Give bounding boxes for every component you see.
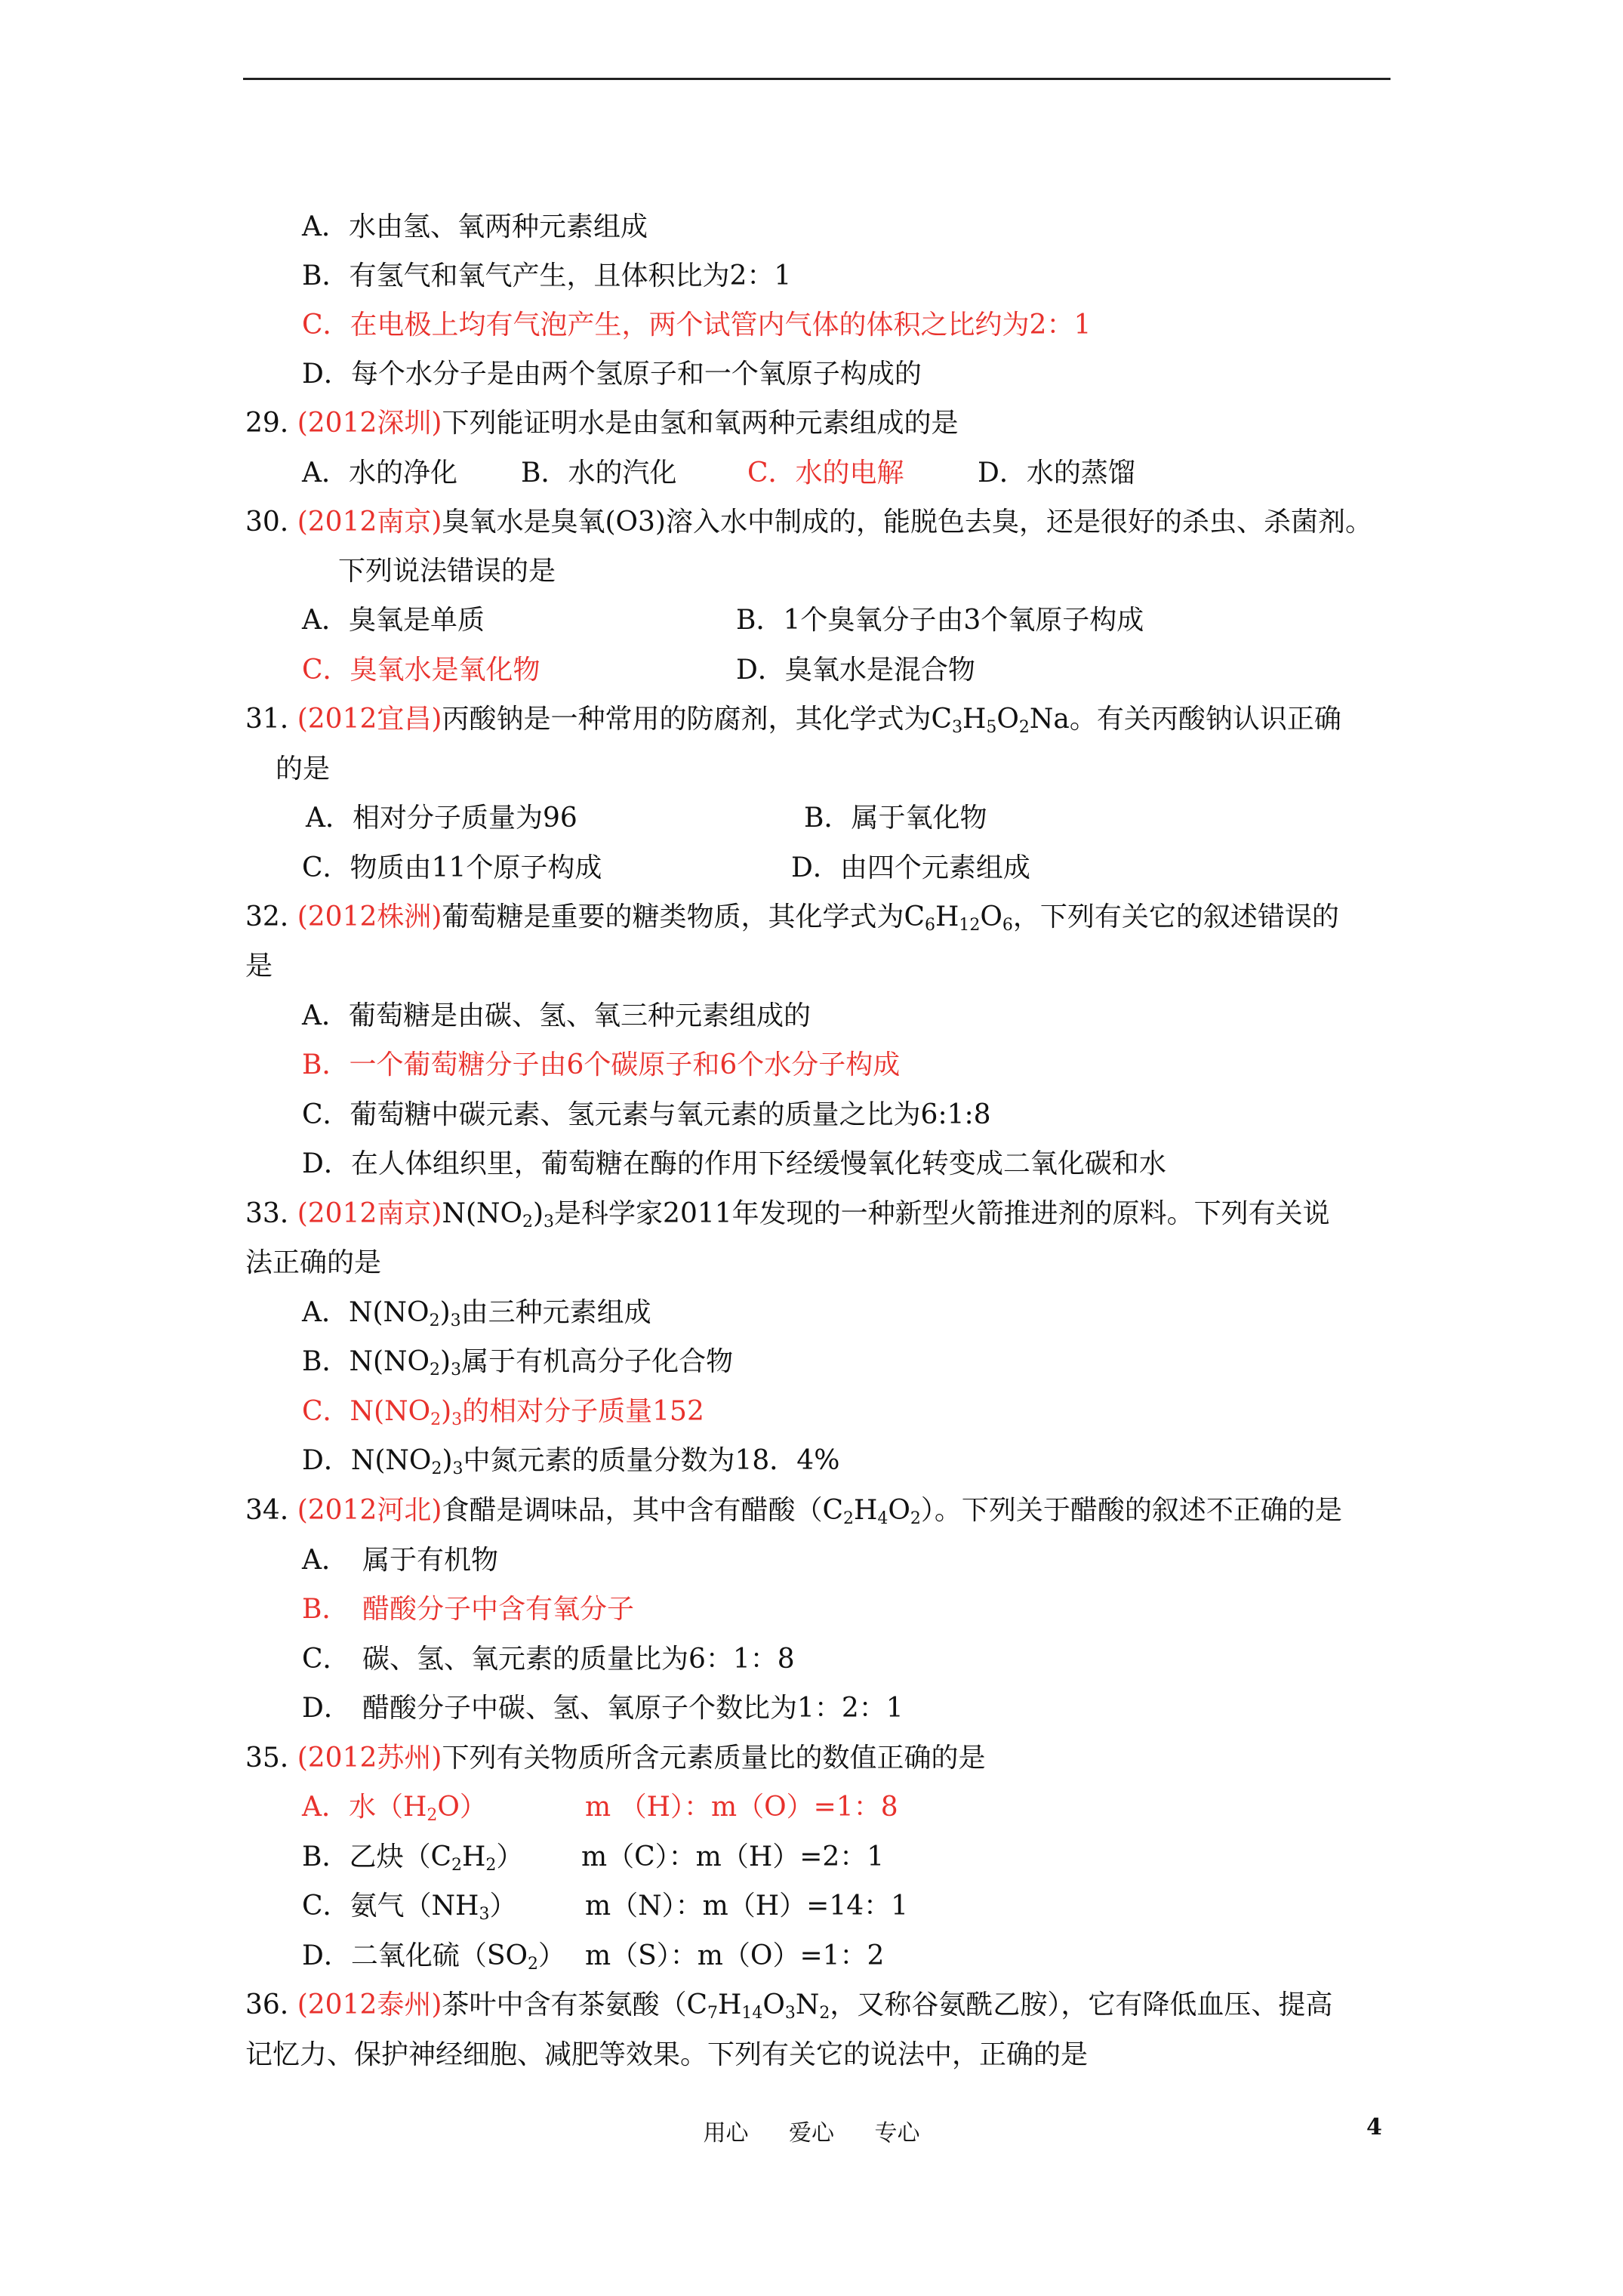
formula-subscript: 2 bbox=[430, 1361, 441, 1379]
option-label: B． bbox=[302, 1594, 350, 1625]
question-number: 30. bbox=[245, 507, 289, 538]
q29-option-c-answer: C．水的电解 bbox=[747, 458, 904, 488]
option-label: A． bbox=[302, 1545, 349, 1576]
q32-option-a: A．葡萄糖是由碳、氢、氧三种元素组成的 bbox=[302, 1000, 811, 1031]
question-stem-end: 是科学家2011年发现的一种新型火箭推进剂的原料。下列有关说 bbox=[554, 1198, 1330, 1229]
formula-rest: H bbox=[462, 1841, 486, 1872]
question-number: 35. bbox=[245, 1743, 289, 1774]
question-number: 33. bbox=[245, 1198, 289, 1229]
option-prefix: D．N(NO bbox=[302, 1445, 432, 1476]
footer-word: 爱心 bbox=[789, 2120, 834, 2147]
question-stem: 臭氧水是臭氧(O3)溶入水中制成的，能脱色去臭，还是很好的杀虫、杀菌剂。 bbox=[442, 507, 1372, 538]
question-stem-end: 。有关丙酸钠认识正确 bbox=[1069, 704, 1341, 735]
q32-option-b-answer: B．一个葡萄糖分子由6个碳原子和6个水分子构成 bbox=[302, 1049, 901, 1080]
q33-stem-continued: 法正确的是 bbox=[245, 1247, 382, 1278]
formula-subscript: 3 bbox=[951, 718, 962, 737]
question-source: (2012宜昌) bbox=[297, 704, 442, 735]
formula-subscript: 2 bbox=[819, 2004, 830, 2023]
option-substance: A．水（H bbox=[302, 1792, 427, 1823]
question-source: (2012南京) bbox=[297, 1198, 442, 1229]
formula-subscript: 3 bbox=[450, 1311, 461, 1330]
q31-stem-continued: 的是 bbox=[276, 754, 331, 784]
formula-subscript: 4 bbox=[877, 1509, 888, 1528]
formula-rest: ） bbox=[489, 1891, 517, 1922]
formula-subscript: 2 bbox=[451, 1856, 463, 1875]
q30-option-b: B．1个臭氧分子由3个氧原子构成 bbox=[736, 605, 1144, 636]
formula-subscript: 2 bbox=[427, 1806, 438, 1825]
formula-subscript: 3 bbox=[784, 2004, 796, 2023]
formula-element: ) bbox=[440, 1346, 451, 1377]
option-substance: C．氨气（NH bbox=[302, 1891, 479, 1922]
question-source: (2012苏州) bbox=[297, 1743, 442, 1774]
q28-option-d: D．每个水分子是由两个氢原子和一个氧原子构成的 bbox=[302, 359, 922, 390]
formula-subscript: 6 bbox=[924, 916, 935, 935]
formula-subscript: 2 bbox=[528, 1955, 539, 1974]
question-stem: 下列有关物质所含元素质量比的数值正确的是 bbox=[442, 1743, 986, 1774]
formula-rest: ） bbox=[538, 1940, 566, 1971]
formula-subscript: 2 bbox=[430, 1410, 442, 1429]
footer-word: 专心 bbox=[874, 2120, 920, 2147]
question-number: 32. bbox=[245, 901, 289, 932]
question-source: (2012株洲) bbox=[297, 901, 442, 932]
formula-subscript: 5 bbox=[986, 718, 997, 737]
header-rule bbox=[243, 78, 1390, 80]
formula-element: N bbox=[795, 1989, 820, 2020]
q28-option-c-answer: C．在电极上均有气泡产生，两个试管内气体的体积之比约为2：1 bbox=[302, 310, 1092, 341]
question-number: 34. bbox=[245, 1495, 289, 1526]
formula-subscript: 12 bbox=[959, 916, 981, 935]
q32-stem-continued: 是 bbox=[245, 951, 273, 982]
q32-option-d: D．在人体组织里，葡萄糖在酶的作用下经缓慢氧化转变成二氧化碳和水 bbox=[302, 1148, 1166, 1179]
q30-option-a: A．臭氧是单质 bbox=[302, 605, 485, 636]
question-source: (2012河北) bbox=[297, 1495, 442, 1526]
option-ratio: m （H）：m（O）=1：8 bbox=[585, 1792, 898, 1823]
option-ratio: m（C）：m（H）=2：1 bbox=[581, 1841, 885, 1872]
question-source: (2012泰州) bbox=[297, 1989, 442, 2020]
q33-option-d bbox=[302, 1444, 839, 1486]
formula-element: ) bbox=[533, 1198, 544, 1229]
option-ratio: m（S）：m（O）=1：2 bbox=[585, 1940, 885, 1971]
formula-element: H bbox=[717, 1989, 742, 2020]
question-stem: 葡萄糖是重要的糖类物质，其化学式为C bbox=[442, 901, 925, 932]
formula-element: O bbox=[762, 1989, 785, 2020]
formula-subscript: 3 bbox=[452, 1459, 463, 1478]
question-number: 29. bbox=[245, 408, 289, 439]
question-number: 31. bbox=[245, 704, 289, 735]
question-stem: 丙酸钠是一种常用的防腐剂，其化学式为C bbox=[442, 704, 952, 735]
question-34 bbox=[245, 1494, 1342, 1536]
question-31 bbox=[245, 703, 1341, 744]
q29-option-b: B．水的汽化 bbox=[521, 458, 677, 488]
option-prefix: B．N(NO bbox=[302, 1346, 430, 1377]
formula-element: H bbox=[853, 1495, 878, 1526]
q31-option-d: D．由四个元素组成 bbox=[791, 852, 1030, 883]
option-text: 醋酸分子中含有氧分子 bbox=[362, 1594, 635, 1625]
q31-option-b: B．属于氧化物 bbox=[804, 803, 987, 834]
formula-subscript: 3 bbox=[451, 1410, 463, 1429]
question-source: (2012南京) bbox=[297, 507, 442, 538]
formula-subscript: 2 bbox=[485, 1856, 497, 1875]
formula-subscript: 3 bbox=[451, 1361, 462, 1379]
formula-subscript: 2 bbox=[910, 1509, 921, 1528]
q30-option-c-answer: C．臭氧水是氧化物 bbox=[302, 655, 540, 686]
option-text: 中氮元素的质量分数为18．4% bbox=[463, 1445, 840, 1476]
question-source: (2012深圳) bbox=[297, 408, 442, 439]
formula-element: H bbox=[935, 901, 959, 932]
question-stem: N(NO bbox=[442, 1198, 522, 1229]
formula-subscript: 3 bbox=[479, 1905, 490, 1924]
formula-element: ) bbox=[441, 1396, 452, 1427]
formula-element: O bbox=[888, 1495, 910, 1526]
q29-option-a: A．水的净化 bbox=[302, 458, 457, 488]
formula-subscript: 14 bbox=[741, 2004, 763, 2023]
question-stem-end: ，下列有关它的叙述错误的 bbox=[1012, 901, 1339, 932]
formula-rest: ） bbox=[496, 1841, 524, 1872]
formula-subscript: 2 bbox=[522, 1213, 533, 1231]
formula-element: Na bbox=[1029, 704, 1070, 735]
option-substance: D．二氧化硫（SO bbox=[302, 1940, 528, 1971]
q30-stem-continued: 下列说法错误的是 bbox=[338, 556, 556, 587]
question-36 bbox=[245, 1989, 1332, 2030]
question-35 bbox=[245, 1742, 985, 1775]
option-ratio: m（N）：m（H）=14：1 bbox=[585, 1891, 909, 1922]
option-prefix: C．N(NO bbox=[302, 1396, 431, 1427]
question-stem: 食醋是调味品，其中含有醋酸（C bbox=[442, 1495, 843, 1526]
option-substance: B．乙炔（C bbox=[302, 1841, 452, 1872]
page-number: 4 bbox=[1366, 2114, 1382, 2140]
question-29 bbox=[245, 407, 958, 440]
q29-option-d: D．水的蒸馏 bbox=[978, 458, 1135, 488]
formula-element: ) bbox=[442, 1445, 453, 1476]
question-number: 36. bbox=[245, 1989, 289, 2020]
option-text: 属于有机高分子化合物 bbox=[461, 1346, 734, 1377]
formula-subscript: 2 bbox=[431, 1459, 442, 1478]
formula-rest: O） bbox=[437, 1792, 487, 1823]
formula-element: O bbox=[996, 704, 1019, 735]
question-stem-end: ，又称谷氨酰乙胺），它有降低血压、提高 bbox=[830, 1989, 1333, 2020]
q28-option-a: A．水由氢、氧两种元素组成 bbox=[302, 211, 648, 242]
q32-option-c: C．葡萄糖中碳元素、氢元素与氧元素的质量之比为6:1:8 bbox=[302, 1099, 991, 1130]
formula-element: O bbox=[980, 901, 1002, 932]
formula-subscript: 7 bbox=[707, 2004, 718, 2023]
option-text: 醋酸分子中碳、氢、氧原子个数比为1：2：1 bbox=[362, 1693, 904, 1724]
q30-option-d: D．臭氧水是混合物 bbox=[736, 655, 975, 686]
question-stem: 茶叶中含有茶氨酸（C bbox=[442, 1989, 707, 2020]
option-label: C． bbox=[302, 1644, 350, 1675]
q33-option-c-answer bbox=[302, 1395, 704, 1437]
q31-option-c: C．物质由11个原子构成 bbox=[302, 852, 602, 883]
option-label: D． bbox=[302, 1693, 351, 1724]
formula-subscript: 2 bbox=[1018, 718, 1030, 737]
option-text: 的相对分子质量152 bbox=[462, 1396, 704, 1427]
q28-option-b: B．有氢气和氧气产生，且体积比为2：1 bbox=[302, 260, 792, 291]
option-text: 由三种元素组成 bbox=[460, 1297, 651, 1328]
q31-option-a: A．相对分子质量为96 bbox=[306, 803, 577, 834]
q33-option-b bbox=[302, 1345, 733, 1387]
formula-subscript: 2 bbox=[842, 1509, 854, 1528]
formula-element: ) bbox=[439, 1297, 451, 1328]
q33-option-a bbox=[302, 1296, 651, 1338]
formula-subscript: 3 bbox=[544, 1213, 555, 1231]
question-30 bbox=[245, 506, 1372, 539]
formula-element: H bbox=[962, 704, 987, 735]
option-text: 属于有机物 bbox=[362, 1545, 499, 1576]
question-33 bbox=[245, 1197, 1330, 1239]
q36-stem-continued: 记忆力、保护神经细胞、减肥等效果。下列有关它的说法中，正确的是 bbox=[245, 2039, 1089, 2070]
formula-subscript: 6 bbox=[1002, 916, 1013, 935]
question-32 bbox=[245, 901, 1339, 942]
footer-word: 用心 bbox=[703, 2120, 749, 2147]
question-stem-end: ）。下列关于醋酸的叙述不正确的是 bbox=[920, 1495, 1342, 1526]
formula-subscript: 2 bbox=[429, 1311, 440, 1330]
option-text: 碳、氢、氧元素的质量比为6：1：8 bbox=[362, 1644, 795, 1675]
question-stem: 下列能证明水是由氢和氧两种元素组成的是 bbox=[442, 408, 959, 439]
option-prefix: A．N(NO bbox=[302, 1297, 430, 1328]
